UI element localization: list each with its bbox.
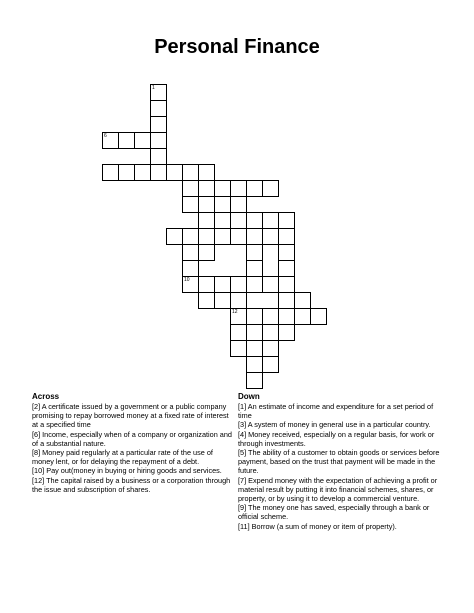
grid-cell[interactable] xyxy=(246,228,263,245)
grid-cell[interactable] xyxy=(214,228,231,245)
grid-cell[interactable] xyxy=(182,276,199,293)
grid-cell[interactable] xyxy=(118,164,135,181)
grid-cell[interactable] xyxy=(310,308,327,325)
across-clues xyxy=(32,392,232,494)
grid-cell[interactable] xyxy=(182,260,199,277)
across-clue: [8] Money paid regularly at a particular rate of the use of money lent, or for delaying the repayment of a debt. xyxy=(32,448,213,467)
across-clue: [6] Income, especially when of a company or organization and of a substantial nature. xyxy=(32,429,232,448)
grid-cell[interactable] xyxy=(182,196,199,213)
grid-cell[interactable] xyxy=(246,276,263,293)
grid-cell[interactable] xyxy=(182,244,199,261)
grid-cell[interactable] xyxy=(246,212,263,229)
down-clue: [7] Expend money with the expectation of achieving a profit or material result by putting it into financial schemes, shares, or property, or by using it to develop a commercial venture. xyxy=(238,475,438,504)
grid-cell[interactable] xyxy=(182,180,199,197)
grid-cell[interactable] xyxy=(262,356,279,373)
grid-cell[interactable] xyxy=(182,164,199,181)
grid-cell[interactable] xyxy=(198,164,215,181)
grid-cell[interactable] xyxy=(262,228,279,245)
grid-cell[interactable] xyxy=(278,212,295,229)
down-clue: [5] The ability of a customer to obtain goods or services before payment, based on the trust that payment will be made in the future. xyxy=(238,448,440,476)
grid-cell[interactable] xyxy=(230,276,247,293)
grid-cell[interactable] xyxy=(150,100,167,117)
grid-cell[interactable] xyxy=(262,308,279,325)
grid-cell[interactable] xyxy=(214,276,231,293)
across-clue: [10] Pay out(money in buying or hiring goods and services. xyxy=(32,466,222,476)
grid-cell[interactable] xyxy=(230,340,247,357)
clue-number: 6 xyxy=(104,133,107,139)
clue-number: 10 xyxy=(184,277,190,283)
grid-cell[interactable] xyxy=(134,132,151,149)
down-clue: [9] The money one has saved, especially through a bank or official scheme. xyxy=(238,503,430,522)
grid-cell[interactable] xyxy=(166,228,183,245)
grid-cell[interactable] xyxy=(230,228,247,245)
across-heading: Across xyxy=(32,392,60,401)
grid-cell[interactable] xyxy=(214,196,231,213)
grid-cell[interactable] xyxy=(262,212,279,229)
grid-cell[interactable] xyxy=(150,84,167,101)
grid-cell[interactable] xyxy=(198,196,215,213)
grid-cell[interactable] xyxy=(262,180,279,197)
across-clue: [2] A certificate issued by a government or a public company promising to repay borrowed money at a fixed rate of interest at a specified time xyxy=(32,402,229,430)
grid-cell[interactable] xyxy=(246,340,263,357)
grid-cell[interactable] xyxy=(294,308,311,325)
grid-cell[interactable] xyxy=(150,132,167,149)
grid-cell[interactable] xyxy=(230,212,247,229)
clue-number: 1 xyxy=(152,85,155,91)
down-clues xyxy=(238,392,444,531)
grid-cell[interactable] xyxy=(278,228,295,245)
down-clue: [1] An estimate of income and expenditure for a set period of time xyxy=(238,402,434,421)
grid-cell[interactable] xyxy=(278,308,295,325)
grid-cell[interactable] xyxy=(214,292,231,309)
grid-cell[interactable] xyxy=(166,164,183,181)
grid-cell[interactable] xyxy=(262,324,279,341)
grid-cell[interactable] xyxy=(278,276,295,293)
grid-cell[interactable] xyxy=(230,180,247,197)
grid-cell[interactable] xyxy=(230,196,247,213)
grid-cell[interactable] xyxy=(198,292,215,309)
grid-cell[interactable] xyxy=(246,244,263,261)
grid-cell[interactable] xyxy=(262,340,279,357)
grid-cell[interactable] xyxy=(198,228,215,245)
grid-cell[interactable] xyxy=(246,260,263,277)
grid-cell[interactable] xyxy=(246,308,263,325)
grid-cell[interactable] xyxy=(246,324,263,341)
grid-cell[interactable] xyxy=(230,308,247,325)
grid-cell[interactable] xyxy=(294,292,311,309)
grid-cell[interactable] xyxy=(198,276,215,293)
down-clue: [4] Money received, especially on a regular basis, for work or through investments. xyxy=(238,429,435,448)
page-title: Personal Finance xyxy=(154,36,320,58)
grid-cell[interactable] xyxy=(182,228,199,245)
across-clue: [12] The capital raised by a business or a corporation through the issue and subscription of shares. xyxy=(32,475,231,494)
grid-cell[interactable] xyxy=(150,148,167,165)
down-heading: Down xyxy=(238,392,260,401)
grid-cell[interactable] xyxy=(214,212,231,229)
grid-cell[interactable] xyxy=(198,244,215,261)
grid-cell[interactable] xyxy=(214,180,231,197)
grid-cell[interactable] xyxy=(278,260,295,277)
grid-cell[interactable] xyxy=(102,132,119,149)
grid-cell[interactable] xyxy=(262,276,279,293)
grid-cell[interactable] xyxy=(230,292,247,309)
grid-cell[interactable] xyxy=(246,372,263,389)
grid-cell[interactable] xyxy=(198,180,215,197)
grid-cell[interactable] xyxy=(278,324,295,341)
grid-cell[interactable] xyxy=(150,164,167,181)
grid-cell[interactable] xyxy=(246,356,263,373)
grid-cell[interactable] xyxy=(278,292,295,309)
grid-cell[interactable] xyxy=(102,164,119,181)
grid-cell[interactable] xyxy=(198,212,215,229)
down-clue: [3] A system of money in general use in a particular country. xyxy=(238,420,431,430)
grid-cell[interactable] xyxy=(230,324,247,341)
down-clue: [11] Borrow (a sum of money or item of property). xyxy=(238,521,397,531)
grid-cell[interactable] xyxy=(134,164,151,181)
grid-cell[interactable] xyxy=(118,132,135,149)
grid-cell[interactable] xyxy=(278,244,295,261)
grid-cell[interactable] xyxy=(246,180,263,197)
grid-cell[interactable] xyxy=(150,116,167,133)
clue-number: 12 xyxy=(232,309,238,315)
